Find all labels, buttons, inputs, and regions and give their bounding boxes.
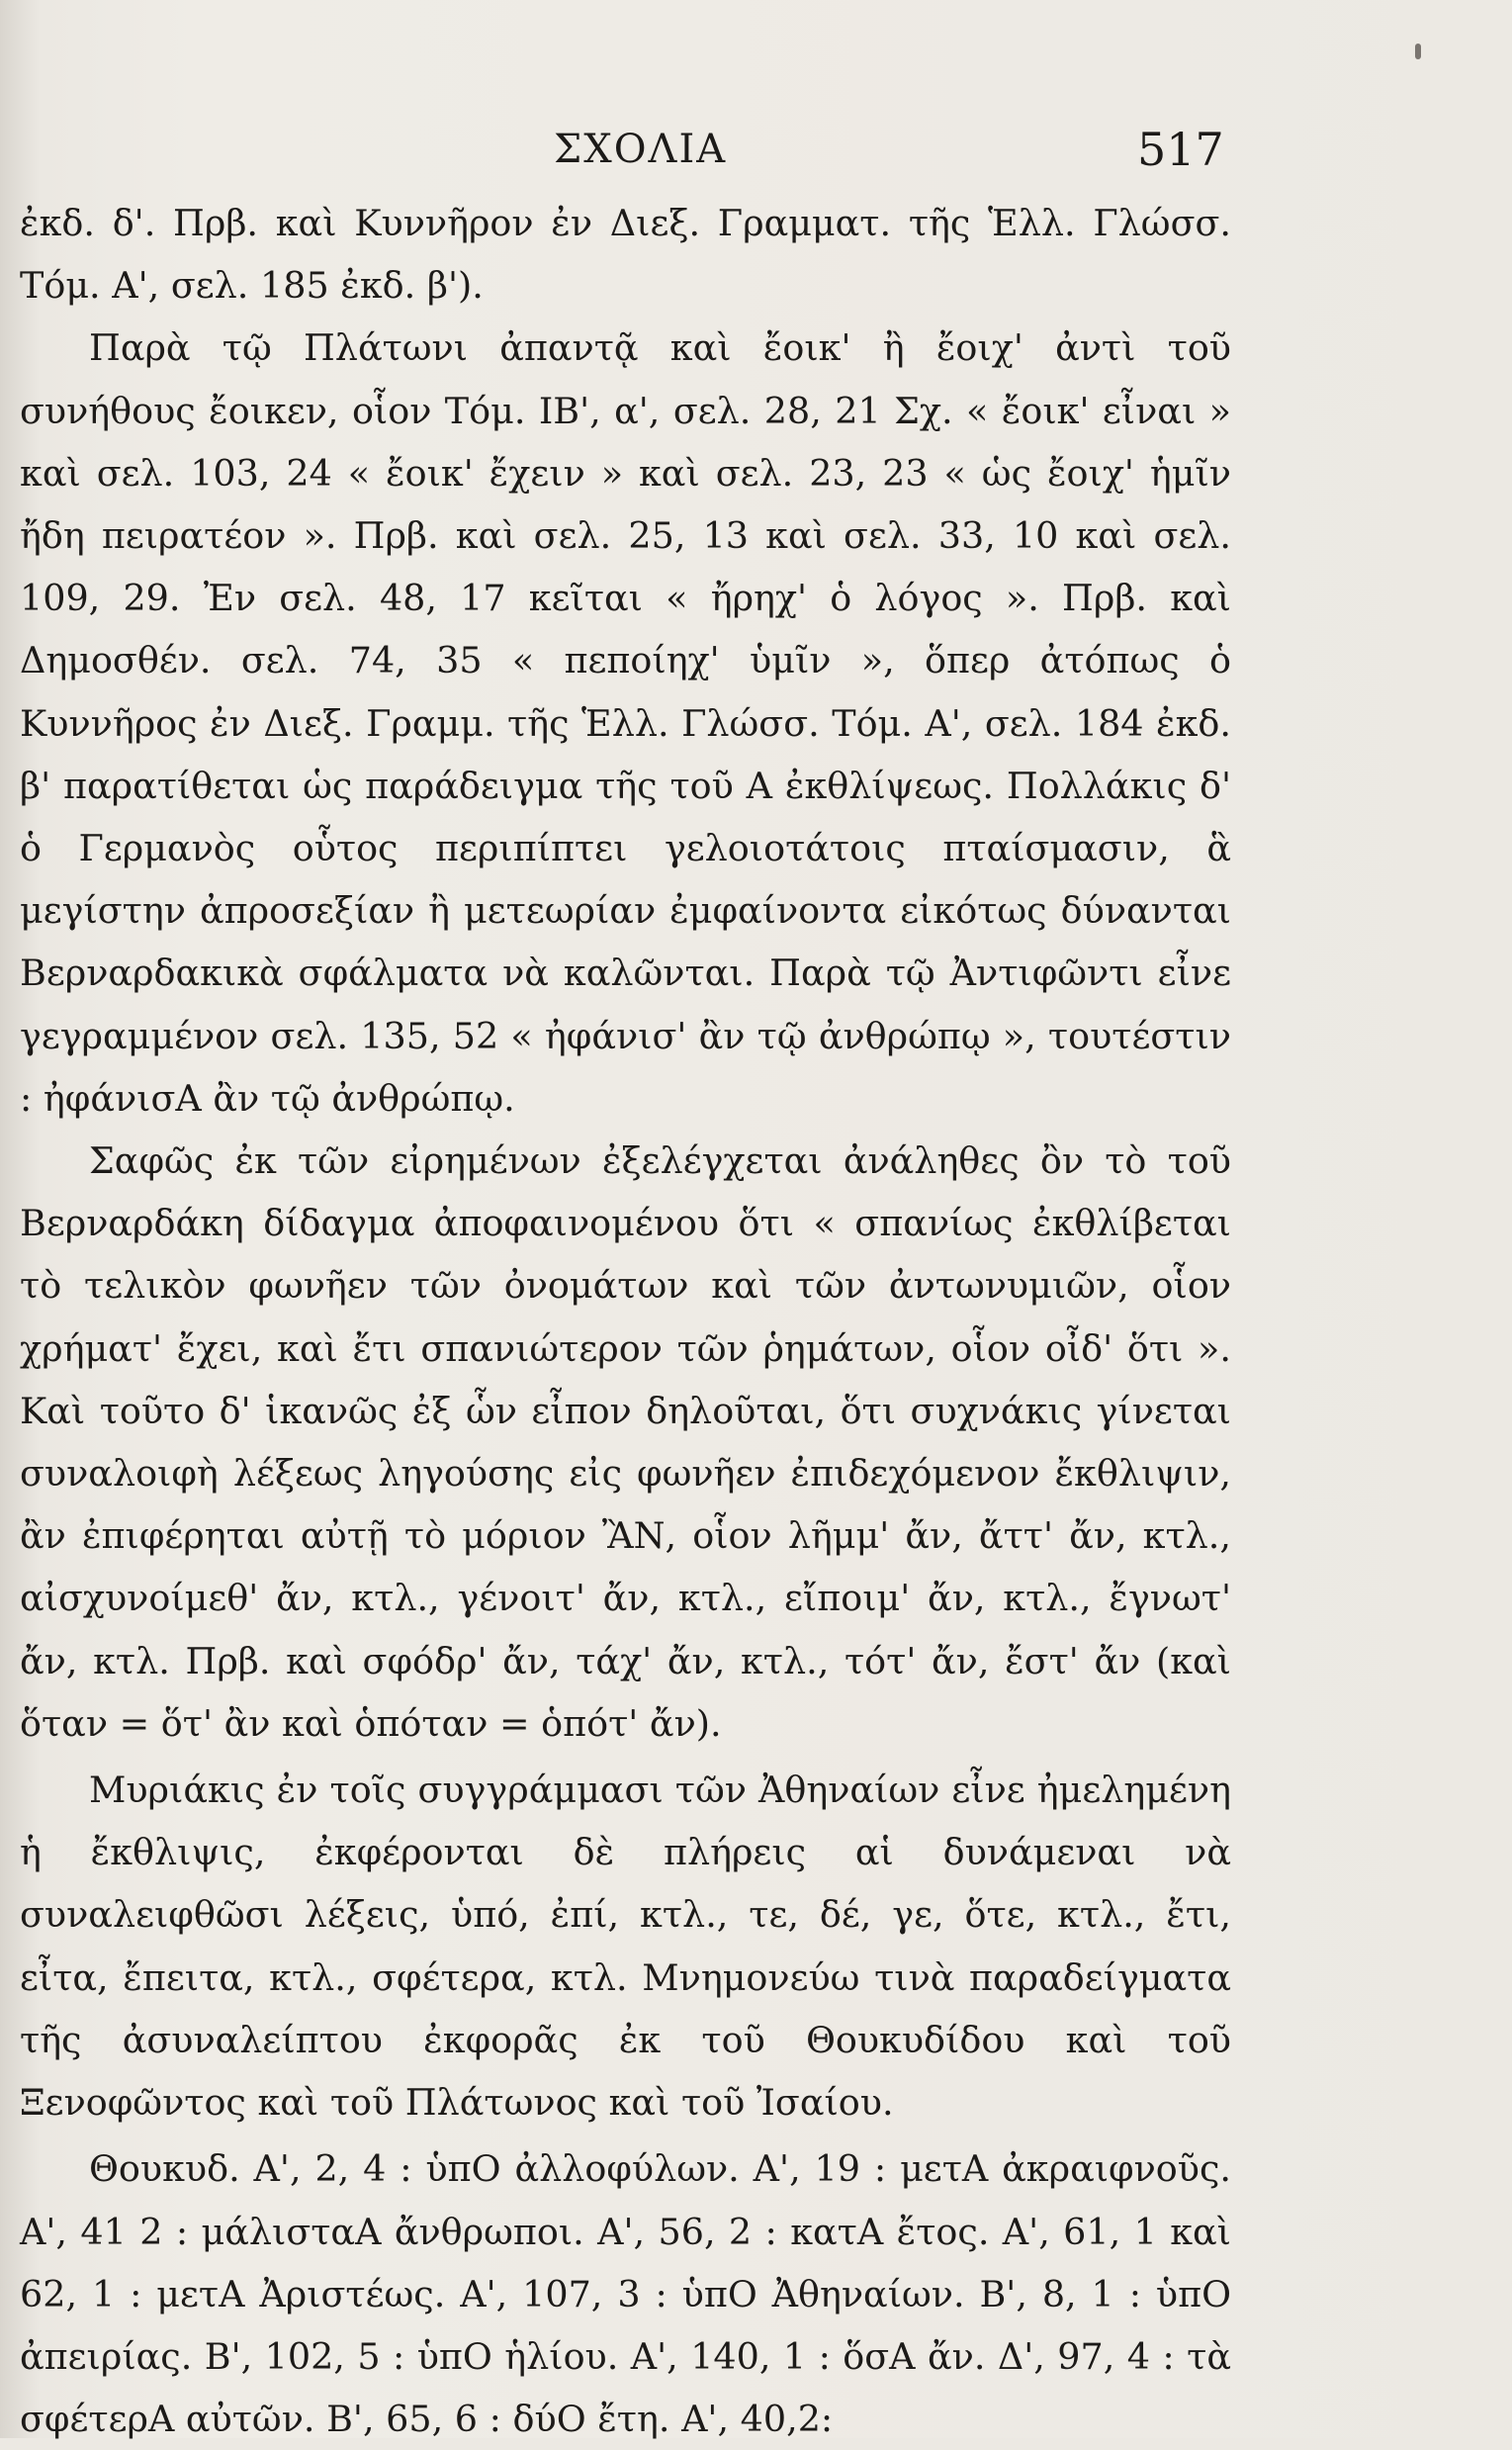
- paragraph-plato-eoik: Παρὰ τῷ Πλάτωνι ἀπαντᾷ καὶ ἔοικ' ἢ ἔοιχ' ἀντὶ τοῦ συνήθους ἔοικεν, οἷον Τόμ. ΙΒ', α', σελ. 28, 21 Σχ. « ἔοικ' εἶναι » καὶ σελ. 103, 24 « ἔοικ' ἔχειν » καὶ σελ. 23, 23 « ὡς ἔοιχ' ἡμῖν ἤδη πειρατέον ». Πρβ. καὶ σελ. 25, 13 καὶ σελ. 33, 10 καὶ σελ. 109, 29. Ἐν σελ. 48, 17 κεῖται « ἤρηχ' ὁ λόγος ». Πρβ. καὶ Δημοσθέν. σελ. 74, 35 « πεποίηχ' ὑμῖν », ὅπερ ἀτόπως ὁ Κυννῆρος ἐν Διεξ. Γραμμ. τῆς Ἑλλ. Γλώσσ. Τόμ. Α', σελ. 184 ἐκδ. β' παρατίθεται ὡς παράδειγμα τῆς τοῦ Α ἐκθλίψεως. Πολλάκις δ' ὁ Γερμανὸς οὗτος περιπίπτει γελοιοτάτοις πταίσμασιν, ἃ μεγίστην ἀπροσεξίαν ἢ μετεωρίαν ἐμφαίνοντα εἰκότως δύνανται Βερναρδακικὰ σφάλματα νὰ καλῶνται. Παρὰ τῷ Ἀντιφῶντι εἶνε γεγραμμένον σελ. 135, 52 « ἠφάνισ' ἂν τῷ ἀνθρώπῳ », τουτέστιν : ἠφάνισΑ ἂν τῷ ἀνθρώπῳ.: [20, 326, 1231, 1120]
- paragraph-thucydides-examples: Θουκυδ. Α', 2, 4 : ὑπΟ ἀλλοφύλων. Α', 19 : μετΑ ἀκραιφνοῦς. Α', 41 2 : μάλισταΑ ἄνθρωποι. Α', 56, 2 : κατΑ ἔτος. Α', 61, 1 καὶ 62, 1 : μετΑ Ἀριστέως. Α', 107, 3 : ὑπΟ Ἀθηναίων. Β', 8, 1 : ὑπΟ ἀπειρίας. Β', 102, 5 : ὑπΟ ἡλίου. Α', 140, 1 : ὅσΑ ἄν. Δ', 97, 4 : τὰ σφέτερΑ αὐτῶν. Β', 65, 6 : δύΟ ἔτη. Α', 40,2:: [20, 2147, 1231, 2441]
- paragraph-athenians: Μυριάκις ἐν τοῖς συγγράμμασι τῶν Ἀθηναίων εἶνε ἠμελημένη ἡ ἔκθλιψις, ἐκφέρονται δὲ πλήρεις αἱ δυνάμεναι νὰ συναλειφθῶσι λέξεις, ὑπό, ἐπί, κτλ., τε, δέ, γε, ὅτε, κτλ., ἔτι, εἶτα, ἔπειτα, κτλ., σφέτερα, κτλ. Μνημονεύω τινὰ παραδείγματα τῆς ἀσυναλείπτου ἐκφορᾶς ἐκ τοῦ Θουκυδίδου καὶ τοῦ Ξενοφῶντος καὶ τοῦ Πλάτωνος καὶ τοῦ Ἰσαίου.: [20, 1769, 1231, 2125]
- page-number: 517: [1137, 123, 1224, 176]
- paragraph-continuation: ἐκδ. δ'. Πρβ. καὶ Κυννῆρον ἐν Διεξ. Γραμματ. τῆς Ἑλλ. Γλώσσ. Τόμ. Α', σελ. 185 ἐκδ. β').: [20, 202, 1231, 308]
- running-head: ΣΧΟΛΙΑ: [554, 127, 728, 172]
- body-text: [20, 192, 1231, 2450]
- page-header: [0, 117, 1512, 186]
- scan-speck: [1415, 44, 1421, 59]
- paragraph-bernardakis: Σαφῶς ἐκ τῶν εἰρημένων ἐξελέγχεται ἀνάληθες ὂν τὸ τοῦ Βερναρδάκη δίδαγμα ἀποφαινομένου ὅτι « σπανίως ἐκθλίβεται τὸ τελικὸν φωνῆεν τῶν ὀνομάτων καὶ τῶν ἀντωνυμιῶν, οἷον χρήματ' ἔχει, καὶ ἔτι σπανιώτερον τῶν ῥημάτων, οἷον οἶδ' ὅτι ». Καὶ τοῦτο δ' ἱκανῶς ἐξ ὧν εἶπον δηλοῦται, ὅτι συχνάκις γίνεται συναλοιφὴ λέξεως ληγούσης εἰς φωνῆεν ἐπιδεχόμενον ἔκθλιψιν, ἂν ἐπιφέρηται αὐτῇ τὸ μόριον ἊΝ, οἷον λῆμμ' ἄν, ἄττ' ἄν, κτλ., αἰσχυνοίμεθ' ἄν, κτλ., γένοιτ' ἄν, κτλ., εἴποιμ' ἄν, κτλ., ἔγνωτ' ἄν, κτλ. Πρβ. καὶ σφόδρ' ἄν, τάχ' ἄν, κτλ., τότ' ἄν, ἔστ' ἄν (καὶ ὅταν = ὅτ' ἂν καὶ ὁπόταν = ὁπότ' ἄν).: [20, 1139, 1231, 1745]
